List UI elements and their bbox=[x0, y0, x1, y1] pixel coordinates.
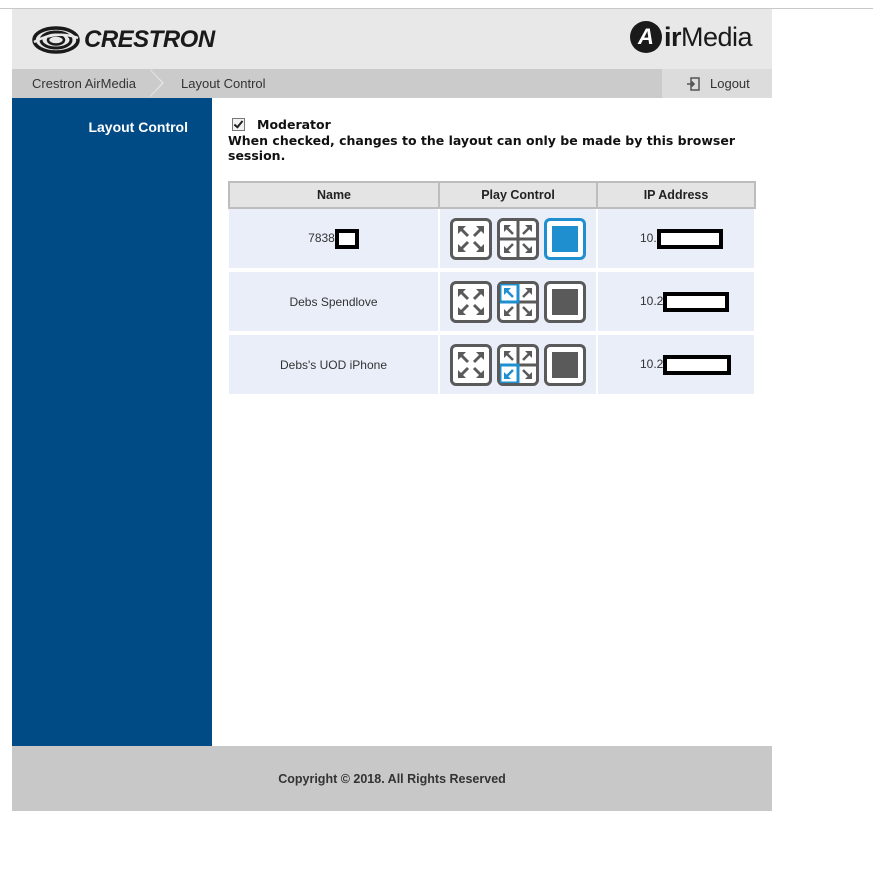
play-control-cell bbox=[439, 208, 597, 270]
quad-layout-button[interactable] bbox=[497, 344, 539, 386]
expand-control-button[interactable] bbox=[450, 344, 492, 386]
moderator-label: Moderator bbox=[257, 117, 331, 132]
crestron-swirl-icon bbox=[32, 26, 80, 54]
redacted-box bbox=[663, 355, 731, 375]
ip-address-cell: 10.2 bbox=[597, 333, 755, 394]
logout-label: Logout bbox=[710, 76, 750, 91]
footer bbox=[12, 746, 772, 811]
stop-square-icon bbox=[547, 284, 583, 320]
column-header-play-control: Play Control bbox=[439, 182, 597, 208]
stop-square-icon bbox=[547, 347, 583, 383]
table-row bbox=[229, 270, 755, 333]
sidebar-item-layout-control[interactable]: Layout Control bbox=[88, 119, 188, 135]
sidebar bbox=[12, 98, 212, 746]
fullscreen-button[interactable] bbox=[544, 218, 586, 260]
app-frame bbox=[12, 9, 772, 811]
quad-layout-icon bbox=[500, 221, 536, 257]
column-header-name: Name bbox=[229, 182, 439, 208]
table-row bbox=[229, 208, 755, 270]
main-panel bbox=[228, 98, 772, 746]
stop-square-icon bbox=[547, 221, 583, 257]
expand-arrows-icon bbox=[453, 284, 489, 320]
device-name-cell: Debs Spendlove bbox=[229, 270, 439, 333]
fullscreen-button[interactable] bbox=[544, 344, 586, 386]
crestron-wordmark: CRESTRON bbox=[84, 26, 215, 53]
airmedia-badge: A bbox=[630, 21, 662, 53]
moderator-description: When checked, changes to the layout can only be made by this browser session. bbox=[228, 133, 736, 163]
content-area bbox=[12, 98, 772, 746]
quad-layout-button[interactable] bbox=[497, 281, 539, 323]
breadcrumb-bar bbox=[12, 69, 772, 98]
quad-layout-button[interactable] bbox=[497, 218, 539, 260]
expand-control-button[interactable] bbox=[450, 218, 492, 260]
fullscreen-button[interactable] bbox=[544, 281, 586, 323]
redacted-box bbox=[657, 229, 723, 249]
play-control-cell bbox=[439, 333, 597, 394]
expand-arrows-icon bbox=[453, 221, 489, 257]
copyright-text: Copyright © 2018. All Rights Reserved bbox=[278, 771, 506, 786]
breadcrumb-current: Layout Control bbox=[164, 69, 662, 98]
airmedia-wordmark: irMedia bbox=[663, 21, 752, 52]
device-name-cell: Debs's UOD iPhone bbox=[229, 333, 439, 394]
quad-layout-icon bbox=[500, 284, 536, 320]
header bbox=[12, 9, 772, 69]
redacted-box bbox=[663, 292, 729, 312]
ip-address-cell: 10. bbox=[597, 208, 755, 270]
breadcrumb-home[interactable]: Crestron AirMedia bbox=[12, 69, 150, 98]
device-name-cell: 7838 bbox=[229, 208, 439, 270]
device-table bbox=[228, 181, 756, 394]
redacted-box bbox=[335, 229, 359, 249]
play-control-cell bbox=[439, 270, 597, 333]
logout-icon bbox=[686, 77, 700, 91]
moderator-checkbox[interactable] bbox=[232, 118, 245, 131]
crestron-logo bbox=[32, 25, 215, 55]
table-row bbox=[229, 333, 755, 394]
column-header-ip-address: IP Address bbox=[597, 182, 755, 208]
quad-layout-icon bbox=[500, 347, 536, 383]
expand-arrows-icon bbox=[453, 347, 489, 383]
logout-button[interactable] bbox=[662, 69, 772, 98]
airmedia-logo bbox=[630, 21, 752, 53]
moderator-row bbox=[232, 117, 331, 132]
ip-address-cell: 10.2 bbox=[597, 270, 755, 333]
expand-control-button[interactable] bbox=[450, 281, 492, 323]
